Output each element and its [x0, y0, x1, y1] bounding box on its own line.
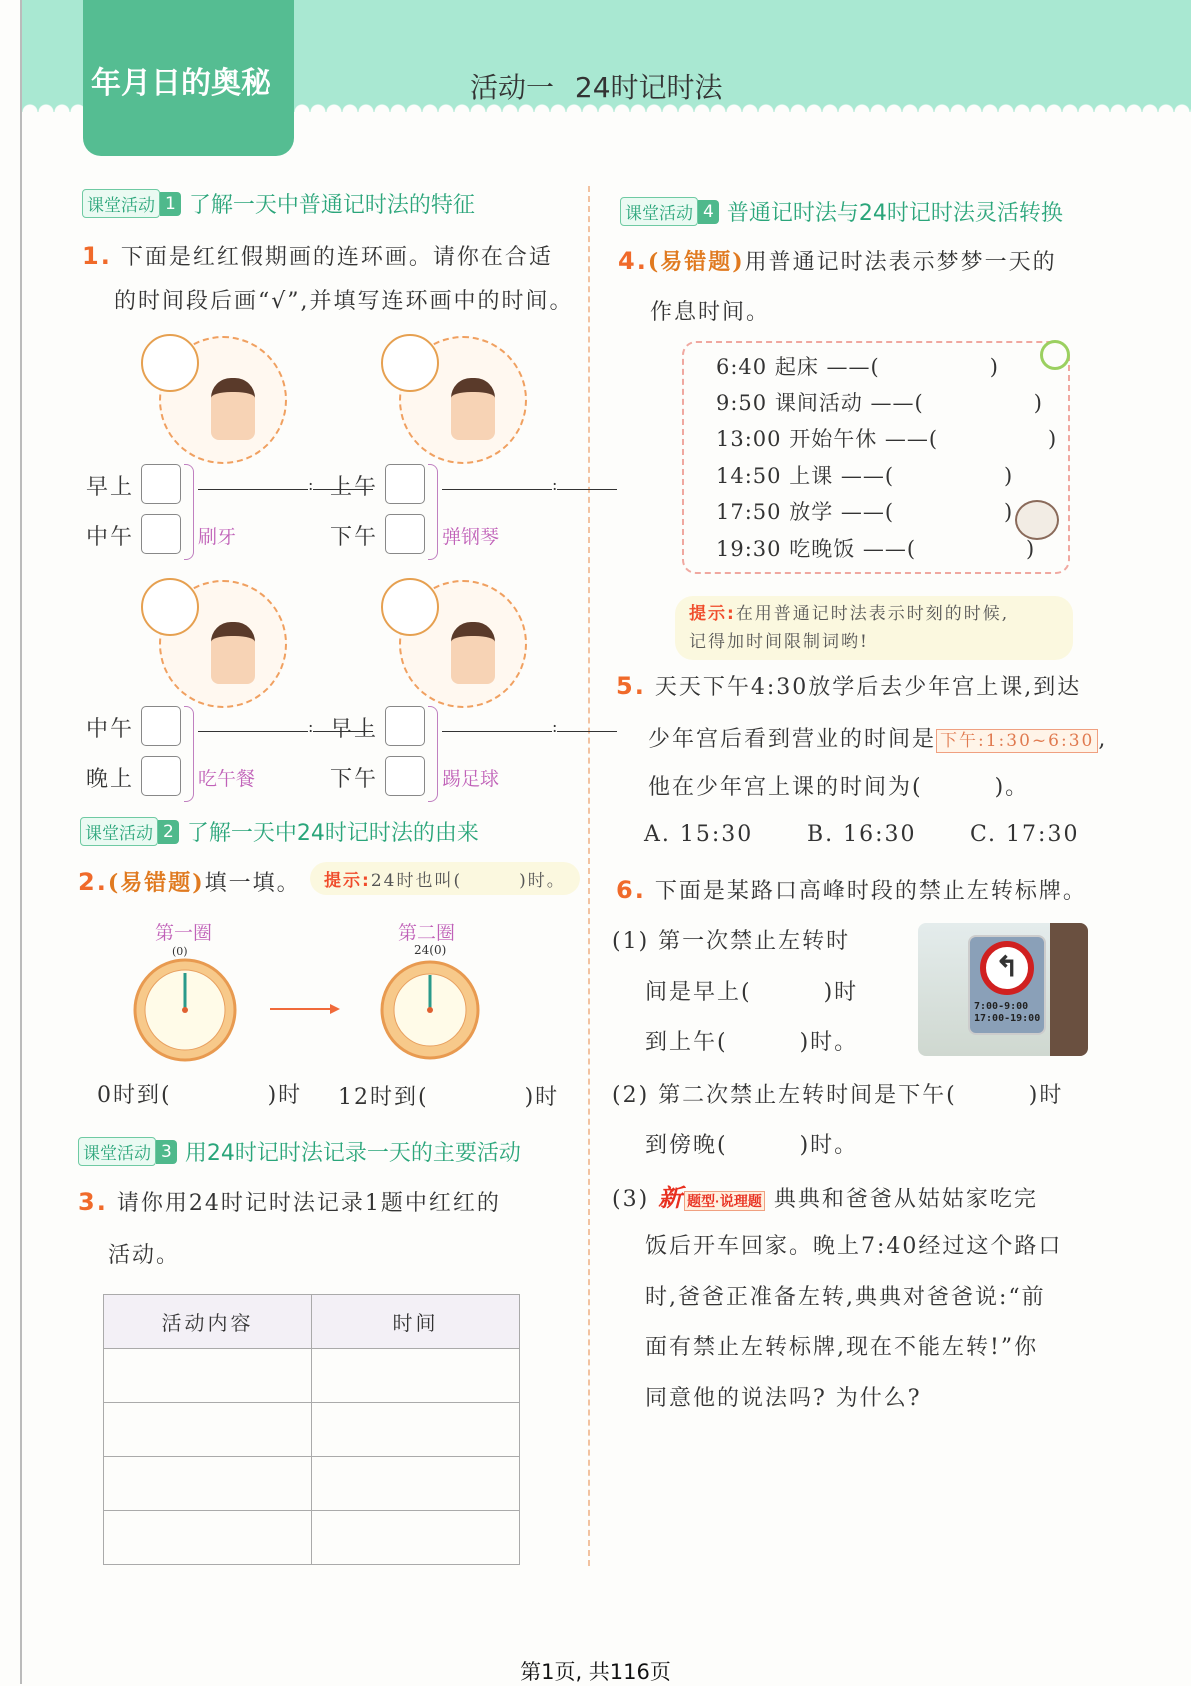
section-1-header: [82, 188, 475, 219]
section-number: 2: [158, 820, 179, 844]
section-title: 了解一天中24时记时法的由来: [186, 821, 479, 846]
question-text: ,: [1098, 727, 1108, 752]
brace: [184, 464, 194, 560]
checkbox[interactable]: [385, 756, 425, 796]
time-period-label: 早上: [86, 475, 135, 500]
checkbox[interactable]: [385, 706, 425, 746]
fill-blank-1[interactable]: 0时到( )时: [97, 1083, 303, 1108]
girl-illustration: [211, 622, 255, 684]
section-number: 3: [156, 1140, 177, 1164]
checkbox[interactable]: [141, 464, 181, 504]
clock-icon: [381, 334, 439, 392]
activity-label: 吃午餐: [198, 768, 256, 790]
time-period-label: 下午: [330, 767, 379, 792]
page-title: 活动一 24时记时法: [470, 71, 723, 104]
question-number: 3.: [78, 1188, 108, 1216]
question-text: (1) 第一次禁止左转时: [612, 929, 851, 954]
question-text: 面有禁止左转标牌,现在不能左转!”你: [645, 1335, 1039, 1360]
comic-panel: [159, 580, 287, 708]
column-divider: [588, 186, 590, 1566]
hint-text: 记得加时间限制词哟!: [689, 632, 869, 652]
section-title: 了解一天中普通记时法的特征: [188, 193, 475, 218]
time-period-label: 下午: [330, 525, 379, 550]
question-text: 填一填。: [204, 871, 301, 896]
colon: :: [308, 717, 314, 736]
section-4-header: [620, 196, 1063, 227]
question-text: 天天下午4:30放学后去少年宫上课,到达: [654, 675, 1082, 700]
question-text: (2) 第二次禁止左转时间是下午( )时: [612, 1083, 1064, 1108]
clock-icon: [381, 578, 439, 636]
hint-label: 提示:: [689, 604, 736, 624]
hint-text: 24时也叫( )时。: [370, 871, 566, 891]
question-text: 到傍晚( )时。: [645, 1133, 859, 1158]
question-text: 典典和爸爸从姑姑家吃完: [773, 1187, 1038, 1212]
question-text: 饭后开车回家。晚上7:40经过这个路口: [645, 1234, 1063, 1259]
clock-label: 24(0): [414, 943, 447, 957]
girl-illustration: [211, 378, 255, 440]
question-text: 他在少年宫上课的时间为( )。: [648, 775, 1030, 800]
clock-icon: [141, 578, 199, 636]
schedule-item[interactable]: 19:30 吃晚饭 ——( ): [716, 537, 1036, 561]
brace: [428, 464, 438, 560]
table-cell[interactable]: [312, 1403, 520, 1457]
no-left-turn-icon: ↰: [980, 941, 1034, 995]
hint-box: [310, 862, 580, 895]
question-text: 请你用24时记时法记录1题中红红的: [116, 1191, 501, 1216]
clock-2-title: 第二圈: [398, 922, 456, 944]
table-cell[interactable]: [104, 1403, 312, 1457]
section-number: 1: [160, 192, 181, 216]
sign-time: 17:00-19:00: [974, 1013, 1041, 1024]
checkbox[interactable]: [385, 514, 425, 554]
section-badge: 课堂活动: [78, 1137, 156, 1166]
question-number: 2.: [78, 868, 108, 896]
question-text: 时,爸爸正准备左转,典典对爸爸说:“前: [645, 1285, 1046, 1310]
clock-1-title: 第一圈: [155, 922, 213, 944]
new-type-tag: 新: [658, 1185, 685, 1212]
table-cell[interactable]: [104, 1457, 312, 1511]
schedule-item[interactable]: 17:50 放学 ——( ): [716, 500, 1014, 524]
question-text: 作息时间。: [650, 300, 771, 325]
brace: [428, 706, 438, 802]
comic-panel: [399, 580, 527, 708]
question-text: 间是早上( )时: [645, 980, 859, 1005]
time-period-label: 上午: [330, 475, 379, 500]
schedule-item[interactable]: 13:00 开始午休 ——( ): [716, 427, 1058, 451]
table-header: 时间: [312, 1295, 520, 1349]
colon: :: [308, 475, 314, 494]
clock-24h-icon: [375, 955, 485, 1065]
hint-label: 提示:: [324, 871, 371, 891]
question-number: 1.: [82, 242, 112, 270]
table-cell[interactable]: [104, 1511, 312, 1565]
error-prone-tag: (易错题): [647, 249, 745, 275]
panda-icon: [1015, 500, 1059, 540]
colon: :: [552, 717, 558, 736]
unit-title: 年月日的奥秘: [91, 66, 271, 101]
clock-icon: [141, 334, 199, 392]
checkbox[interactable]: [141, 706, 181, 746]
hint-box: [675, 596, 1073, 660]
schedule-item[interactable]: 6:40 起床 ——( ): [716, 355, 999, 379]
time-blank[interactable]: [442, 712, 617, 736]
unit-tab: [83, 0, 294, 156]
time-period-label: 中午: [86, 717, 135, 742]
activity-label: 刷牙: [198, 526, 237, 548]
question-text: 活动。: [108, 1243, 181, 1268]
schedule-item[interactable]: 9:50 课间活动 ——( ): [716, 391, 1043, 415]
option-c[interactable]: C. 17:30: [970, 822, 1080, 847]
checkbox[interactable]: [385, 464, 425, 504]
colon: :: [552, 475, 558, 494]
girl-illustration: [451, 378, 495, 440]
question-text: (3): [612, 1187, 650, 1212]
question-number: 5.: [616, 672, 646, 700]
time-blank[interactable]: [442, 470, 617, 494]
option-a[interactable]: A. 15:30: [644, 822, 754, 847]
alarm-clock-icon: [1040, 340, 1070, 370]
option-b[interactable]: B. 16:30: [807, 822, 917, 847]
section-badge: 课堂活动: [80, 817, 158, 846]
question-text: 下面是某路口高峰时段的禁止左转标牌。: [654, 879, 1087, 904]
girl-illustration: [451, 622, 495, 684]
question-text: 用普通记时法表示梦梦一天的: [744, 250, 1057, 275]
question-number: 6.: [616, 876, 646, 904]
table-cell[interactable]: [312, 1457, 520, 1511]
sign-time: 7:00-9:00: [974, 1001, 1029, 1012]
table-cell[interactable]: [312, 1511, 520, 1565]
question-text: 到上午( )时。: [645, 1030, 859, 1055]
time-period-label: 中午: [86, 525, 135, 550]
checkbox[interactable]: [141, 756, 181, 796]
time-period-label: 早上: [330, 717, 379, 742]
clock-12h-icon: [130, 955, 240, 1065]
comic-panel: [399, 336, 527, 464]
page-edge: [20, 0, 22, 1684]
section-title: 普通记时法与24时记时法灵活转换: [726, 201, 1063, 226]
question-text: 的时间段后画“√”,并填写连环画中的时间。: [114, 289, 574, 314]
section-badge: 课堂活动: [620, 197, 698, 226]
question-text: 下面是红红假期画的连环画。请你在合适: [120, 245, 553, 270]
table-header: 活动内容: [104, 1295, 312, 1349]
section-2-header: [80, 816, 479, 847]
hint-text: 在用普通记时法表示时刻的时候,: [735, 604, 1010, 624]
activity-table: [103, 1294, 520, 1565]
section-number: 4: [698, 200, 719, 224]
section-title: 用24时记时法记录一天的主要活动: [184, 1141, 521, 1166]
section-badge: 课堂活动: [82, 189, 160, 218]
checkbox[interactable]: [141, 514, 181, 554]
table-cell[interactable]: [312, 1349, 520, 1403]
question-type-tag: 题型·说理题: [684, 1191, 765, 1211]
no-left-turn-sign-photo: [918, 923, 1088, 1056]
question-text: 同意他的说法吗? 为什么?: [645, 1386, 922, 1411]
arrow-icon: [270, 1003, 340, 1015]
comic-panel: [159, 336, 287, 464]
section-3-header: [78, 1136, 521, 1167]
activity-label: 弹钢琴: [442, 526, 500, 548]
brace: [184, 706, 194, 802]
page-number: 第1页, 共116页: [520, 1660, 671, 1684]
activity-label: 踢足球: [442, 768, 500, 790]
table-cell[interactable]: [104, 1349, 312, 1403]
error-prone-tag: (易错题): [107, 870, 205, 896]
schedule-item[interactable]: 14:50 上课 ——( ): [716, 464, 1014, 488]
question-number: 4.: [618, 247, 648, 275]
question-text: 少年宫后看到营业的时间是: [648, 727, 937, 752]
fill-blank-2[interactable]: 12时到( )时: [338, 1085, 560, 1110]
time-period-label: 晚上: [86, 767, 135, 792]
opening-hours-tag: 下午:1:30~6:30: [936, 729, 1098, 753]
clock-label: (0): [172, 945, 188, 958]
